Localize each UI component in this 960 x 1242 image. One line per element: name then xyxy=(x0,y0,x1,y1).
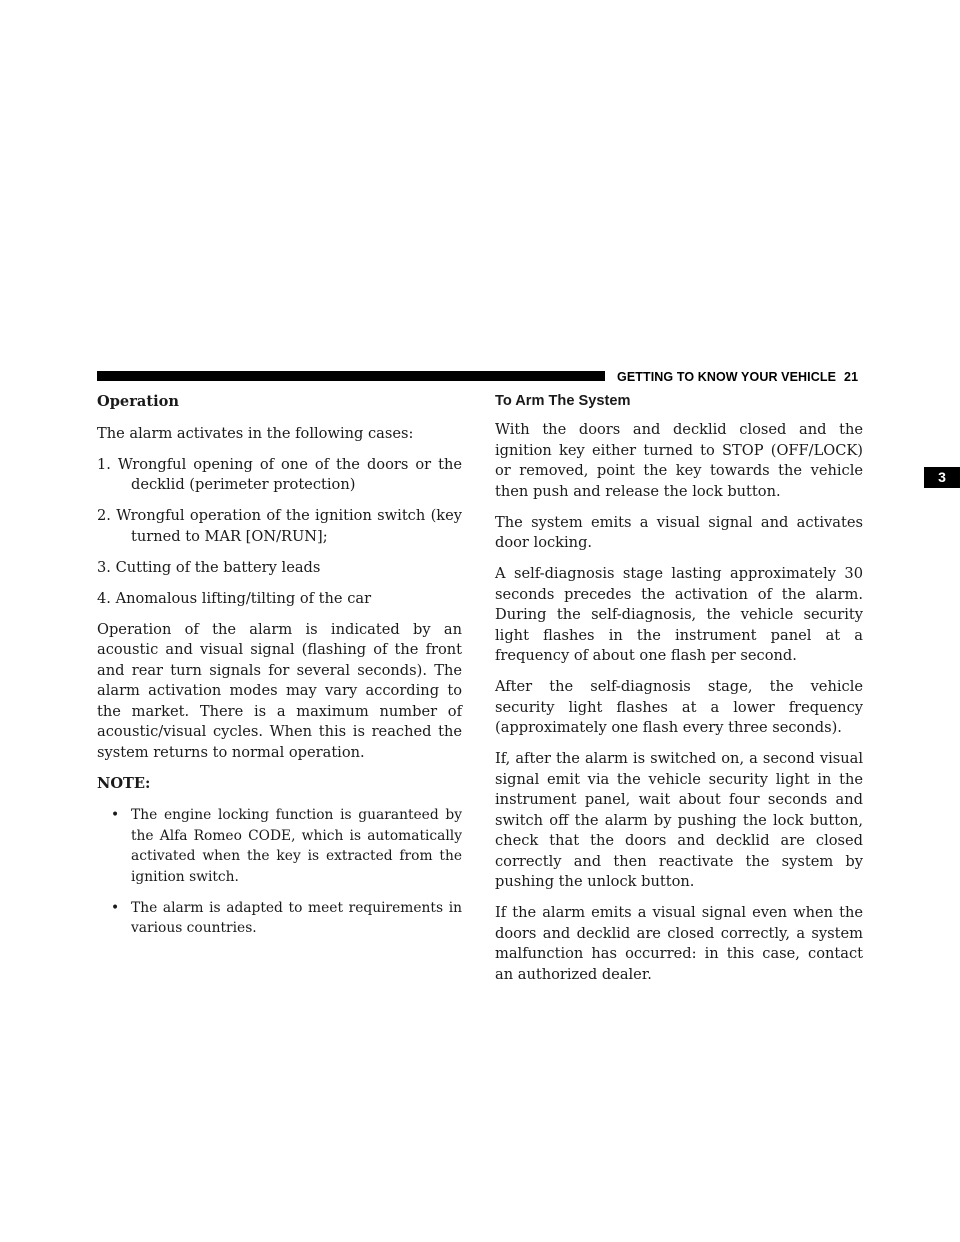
bullet-icon: • xyxy=(111,807,120,823)
operation-heading: Operation xyxy=(97,393,179,410)
list-item: 2. Wrongful operation of the ignition switch (key turned to MAR [ON/RUN]; xyxy=(97,507,462,545)
bullet-icon: • xyxy=(111,899,120,916)
list-item: 4. Anomalous lifting/tilting of the car xyxy=(97,589,372,607)
page-number: 21 xyxy=(844,370,859,384)
body-paragraph: The system emits a visual signal and activates door locking. xyxy=(495,513,863,551)
bullet-item xyxy=(97,898,462,939)
intro-text: The alarm activates in the following cases: xyxy=(97,424,414,442)
body-paragraph: If, after the alarm is switched on, a second visual signal emit via the vehicle security light in the instrument panel, wait about four seconds and switch off the alarm by pushing the lock button, check that the doors and decklid are closed correctly and then reactivate the system by pushing the unlock button. xyxy=(495,750,863,890)
body-paragraph: If the alarm emits a visual signal even when the doors and decklid are closed correctly, a system malfunction has occurred: in this case, contact an authorized dealer. xyxy=(495,904,863,983)
bullet-item xyxy=(97,805,462,887)
header-rule xyxy=(97,371,605,381)
list-item: 3. Cutting of the battery leads xyxy=(97,558,321,576)
running-header xyxy=(617,370,917,384)
list-item: 1. Wrongful opening of one of the doors or the decklid (perimeter protection) xyxy=(97,455,462,493)
bullet-text: The alarm is adapted to meet requirements in various countries. xyxy=(131,899,462,936)
section-title: GETTING TO KNOW YOUR VEHICLE xyxy=(617,370,837,384)
operation-paragraph: Operation of the alarm is indicated by an acoustic and visual signal (flashing of the front and rear turn signals for several seconds). The alarm activation modes may vary according to the market. There is a maximum number of acoustic/visual cycles. When this is reached the system returns to normal operation. xyxy=(97,620,462,761)
body-paragraph: After the self-diagnosis stage, the vehicle security light flashes at a lower frequency (approximately one flash every three seconds). xyxy=(495,678,863,736)
arm-system-heading: To Arm The System xyxy=(495,393,631,409)
note-label: NOTE: xyxy=(97,774,151,792)
chapter-tab: 3 xyxy=(924,467,960,488)
bullet-text: The engine locking function is guaranteed by the Alfa Romeo CODE, which is automatically activated when the key is extracted from the ignition switch. xyxy=(131,807,462,885)
right-column xyxy=(495,392,863,996)
body-paragraph: With the doors and decklid closed and the ignition key either turned to STOP (OFF/LOCK) or removed, point the key towards the vehicle then push and release the lock button. xyxy=(495,421,863,500)
body-paragraph: A self-diagnosis stage lasting approximately 30 seconds precedes the activation of the alarm. During the self-diagnosis, the vehicle security light flashes in the instrument panel at a frequency of about one flash per second. xyxy=(495,565,863,664)
left-column xyxy=(97,392,462,949)
